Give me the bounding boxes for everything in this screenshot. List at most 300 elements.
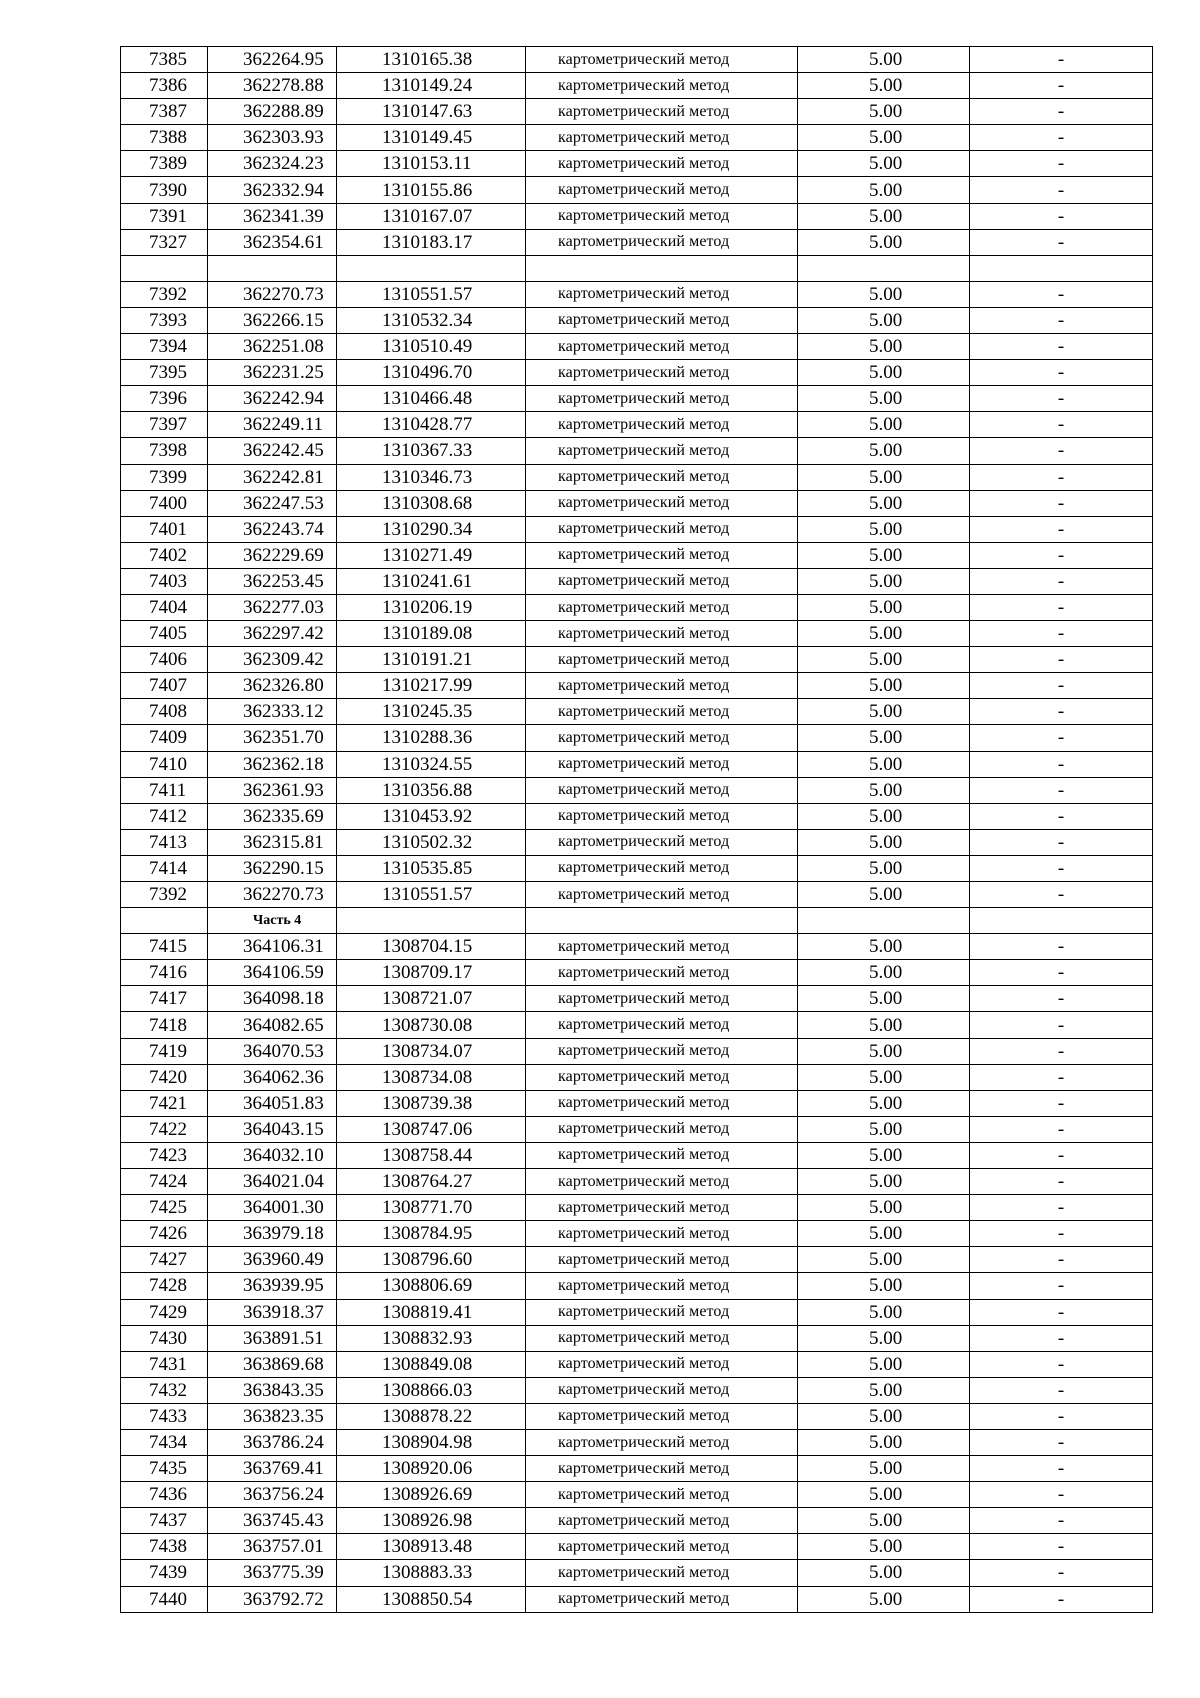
method-cell: картометрический метод [526,751,798,777]
note-cell: - [970,151,1153,177]
point-number-cell: 7428 [121,1273,208,1299]
method-cell: картометрический метод [526,986,798,1012]
accuracy-cell: 5.00 [798,1429,970,1455]
accuracy-cell: 5.00 [798,1325,970,1351]
y-coordinate-cell: 1308758.44 [337,1142,526,1168]
y-coordinate-cell: 1308878.22 [337,1403,526,1429]
x-coordinate-cell: 362315.81 [208,829,337,855]
accuracy-cell: 5.00 [798,99,970,125]
y-coordinate-cell: 1310217.99 [337,673,526,699]
table-row [121,1064,1153,1090]
x-coordinate-cell: 364032.10 [208,1142,337,1168]
y-coordinate-cell: 1308784.95 [337,1221,526,1247]
accuracy-cell: 5.00 [798,699,970,725]
x-coordinate-cell: 362247.53 [208,490,337,516]
table-row [121,1560,1153,1586]
note-cell: - [970,673,1153,699]
accuracy-cell: 5.00 [798,1456,970,1482]
table-row [121,699,1153,725]
empty-cell [337,908,526,934]
y-coordinate-cell: 1310308.68 [337,490,526,516]
note-cell: - [970,47,1153,73]
y-coordinate-cell: 1308709.17 [337,960,526,986]
method-cell: картометрический метод [526,1273,798,1299]
accuracy-cell: 5.00 [798,751,970,777]
table-row [121,1247,1153,1273]
note-cell: - [970,73,1153,99]
note-cell: - [970,490,1153,516]
point-number-cell: 7440 [121,1586,208,1612]
y-coordinate-cell: 1310324.55 [337,751,526,777]
method-cell: картометрический метод [526,438,798,464]
x-coordinate-cell: 363918.37 [208,1299,337,1325]
point-number-cell: 7385 [121,47,208,73]
accuracy-cell: 5.00 [798,1038,970,1064]
y-coordinate-cell: 1308704.15 [337,934,526,960]
point-number-cell: 7427 [121,1247,208,1273]
method-cell: картометрический метод [526,542,798,568]
x-coordinate-cell: 362351.70 [208,725,337,751]
method-cell: картометрический метод [526,1508,798,1534]
y-coordinate-cell: 1308734.08 [337,1064,526,1090]
accuracy-cell: 5.00 [798,1403,970,1429]
table-row [121,1195,1153,1221]
y-coordinate-cell: 1308796.60 [337,1247,526,1273]
method-cell: картометрический метод [526,73,798,99]
x-coordinate-cell: 363891.51 [208,1325,337,1351]
method-cell: картометрический метод [526,281,798,307]
method-cell: картометрический метод [526,1299,798,1325]
accuracy-cell: 5.00 [798,1090,970,1116]
x-coordinate-cell: 362341.39 [208,203,337,229]
y-coordinate-cell: 1308920.06 [337,1456,526,1482]
note-cell: - [970,1064,1153,1090]
accuracy-cell: 5.00 [798,1586,970,1612]
note-cell: - [970,829,1153,855]
accuracy-cell: 5.00 [798,542,970,568]
x-coordinate-cell: 364098.18 [208,986,337,1012]
accuracy-cell: 5.00 [798,986,970,1012]
table-row [121,177,1153,203]
x-coordinate-cell: 362229.69 [208,542,337,568]
x-coordinate-cell: 363979.18 [208,1221,337,1247]
note-cell: - [970,1169,1153,1195]
note-cell: - [970,1351,1153,1377]
point-number-cell: 7386 [121,73,208,99]
point-number-cell: 7409 [121,725,208,751]
point-number-cell: 7396 [121,386,208,412]
table-row [121,1273,1153,1299]
point-number-cell: 7429 [121,1299,208,1325]
table-row [121,1586,1153,1612]
note-cell: - [970,777,1153,803]
table-row [121,751,1153,777]
method-cell: картометрический метод [526,1221,798,1247]
empty-cell [121,908,208,934]
accuracy-cell: 5.00 [798,360,970,386]
accuracy-cell: 5.00 [798,1142,970,1168]
method-cell: картометрический метод [526,1064,798,1090]
table-row [121,1116,1153,1142]
note-cell: - [970,882,1153,908]
note-cell: - [970,386,1153,412]
point-number-cell: 7408 [121,699,208,725]
x-coordinate-cell: 364106.59 [208,960,337,986]
empty-cell [208,255,337,281]
method-cell: картометрический метод [526,855,798,881]
y-coordinate-cell: 1310428.77 [337,412,526,438]
method-cell: картометрический метод [526,934,798,960]
table-row [121,490,1153,516]
method-cell: картометрический метод [526,490,798,516]
point-number-cell: 7424 [121,1169,208,1195]
point-number-cell: 7403 [121,568,208,594]
empty-cell [970,255,1153,281]
table-row [121,1403,1153,1429]
accuracy-cell: 5.00 [798,438,970,464]
y-coordinate-cell: 1310167.07 [337,203,526,229]
y-coordinate-cell: 1310147.63 [337,99,526,125]
method-cell: картометрический метод [526,360,798,386]
accuracy-cell: 5.00 [798,1064,970,1090]
method-cell: картометрический метод [526,99,798,125]
y-coordinate-cell: 1308764.27 [337,1169,526,1195]
point-number-cell: 7439 [121,1560,208,1586]
y-coordinate-cell: 1308913.48 [337,1534,526,1560]
table-row [121,1038,1153,1064]
y-coordinate-cell: 1310155.86 [337,177,526,203]
method-cell: картометрический метод [526,125,798,151]
point-number-cell: 7393 [121,307,208,333]
accuracy-cell: 5.00 [798,960,970,986]
table-row [121,542,1153,568]
note-cell: - [970,751,1153,777]
x-coordinate-cell: 362362.18 [208,751,337,777]
point-number-cell: 7425 [121,1195,208,1221]
note-cell: - [970,1429,1153,1455]
table-row [121,125,1153,151]
empty-cell [337,255,526,281]
note-cell: - [970,464,1153,490]
method-cell: картометрический метод [526,803,798,829]
method-cell: картометрический метод [526,594,798,620]
x-coordinate-cell: 362277.03 [208,594,337,620]
method-cell: картометрический метод [526,699,798,725]
x-coordinate-cell: 362242.81 [208,464,337,490]
note-cell: - [970,1116,1153,1142]
y-coordinate-cell: 1310206.19 [337,594,526,620]
accuracy-cell: 5.00 [798,673,970,699]
x-coordinate-cell: 363960.49 [208,1247,337,1273]
note-cell: - [970,1377,1153,1403]
x-coordinate-cell: 362242.94 [208,386,337,412]
point-number-cell: 7399 [121,464,208,490]
y-coordinate-cell: 1308734.07 [337,1038,526,1064]
accuracy-cell: 5.00 [798,490,970,516]
y-coordinate-cell: 1308849.08 [337,1351,526,1377]
note-cell: - [970,438,1153,464]
point-number-cell: 7414 [121,855,208,881]
point-number-cell: 7392 [121,281,208,307]
x-coordinate-cell: 362243.74 [208,516,337,542]
x-coordinate-cell: 363757.01 [208,1534,337,1560]
note-cell: - [970,99,1153,125]
note-cell: - [970,307,1153,333]
x-coordinate-cell: 363843.35 [208,1377,337,1403]
x-coordinate-cell: 362326.80 [208,673,337,699]
y-coordinate-cell: 1308721.07 [337,986,526,1012]
method-cell: картометрический метод [526,203,798,229]
x-coordinate-cell: 362278.88 [208,73,337,99]
note-cell: - [970,568,1153,594]
x-coordinate-cell: 362270.73 [208,281,337,307]
point-number-cell: 7426 [121,1221,208,1247]
note-cell: - [970,934,1153,960]
table-row [121,1482,1153,1508]
x-coordinate-cell: 363745.43 [208,1508,337,1534]
x-coordinate-cell: 364070.53 [208,1038,337,1064]
note-cell: - [970,1560,1153,1586]
accuracy-cell: 5.00 [798,1377,970,1403]
method-cell: картометрический метод [526,725,798,751]
y-coordinate-cell: 1310149.45 [337,125,526,151]
table-row [121,386,1153,412]
table-row [121,1142,1153,1168]
note-cell: - [970,203,1153,229]
point-number-cell: 7419 [121,1038,208,1064]
section-label: Часть 4 [208,908,337,934]
table-row [121,568,1153,594]
x-coordinate-cell: 362324.23 [208,151,337,177]
note-cell: - [970,542,1153,568]
x-coordinate-cell: 362266.15 [208,307,337,333]
method-cell: картометрический метод [526,229,798,255]
method-cell: картометрический метод [526,386,798,412]
accuracy-cell: 5.00 [798,1534,970,1560]
accuracy-cell: 5.00 [798,516,970,542]
point-number-cell: 7404 [121,594,208,620]
accuracy-cell: 5.00 [798,464,970,490]
x-coordinate-cell: 364051.83 [208,1090,337,1116]
y-coordinate-cell: 1310346.73 [337,464,526,490]
section-row [121,908,1153,934]
x-coordinate-cell: 362242.45 [208,438,337,464]
note-cell: - [970,1273,1153,1299]
accuracy-cell: 5.00 [798,1482,970,1508]
accuracy-cell: 5.00 [798,307,970,333]
point-number-cell: 7402 [121,542,208,568]
accuracy-cell: 5.00 [798,73,970,99]
note-cell: - [970,281,1153,307]
x-coordinate-cell: 362354.61 [208,229,337,255]
x-coordinate-cell: 363823.35 [208,1403,337,1429]
y-coordinate-cell: 1310290.34 [337,516,526,542]
method-cell: картометрический метод [526,1247,798,1273]
point-number-cell: 7436 [121,1482,208,1508]
table-row [121,360,1153,386]
accuracy-cell: 5.00 [798,882,970,908]
y-coordinate-cell: 1310496.70 [337,360,526,386]
method-cell: картометрический метод [526,177,798,203]
point-number-cell: 7417 [121,986,208,1012]
x-coordinate-cell: 363775.39 [208,1560,337,1586]
x-coordinate-cell: 364043.15 [208,1116,337,1142]
y-coordinate-cell: 1310453.92 [337,803,526,829]
method-cell: картометрический метод [526,151,798,177]
accuracy-cell: 5.00 [798,334,970,360]
table-row [121,281,1153,307]
y-coordinate-cell: 1308866.03 [337,1377,526,1403]
note-cell: - [970,1325,1153,1351]
accuracy-cell: 5.00 [798,1560,970,1586]
method-cell: картометрический метод [526,1169,798,1195]
accuracy-cell: 5.00 [798,1508,970,1534]
accuracy-cell: 5.00 [798,229,970,255]
y-coordinate-cell: 1310510.49 [337,334,526,360]
note-cell: - [970,855,1153,881]
y-coordinate-cell: 1310551.57 [337,882,526,908]
x-coordinate-cell: 364001.30 [208,1195,337,1221]
note-cell: - [970,1012,1153,1038]
note-cell: - [970,803,1153,829]
accuracy-cell: 5.00 [798,1169,970,1195]
point-number-cell: 7422 [121,1116,208,1142]
method-cell: картометрический метод [526,464,798,490]
method-cell: картометрический метод [526,1142,798,1168]
accuracy-cell: 5.00 [798,203,970,229]
method-cell: картометрический метод [526,334,798,360]
point-number-cell: 7416 [121,960,208,986]
method-cell: картометрический метод [526,1195,798,1221]
x-coordinate-cell: 363786.24 [208,1429,337,1455]
point-number-cell: 7430 [121,1325,208,1351]
y-coordinate-cell: 1310245.35 [337,699,526,725]
note-cell: - [970,360,1153,386]
accuracy-cell: 5.00 [798,1247,970,1273]
table-row [121,516,1153,542]
accuracy-cell: 5.00 [798,1116,970,1142]
method-cell: картометрический метод [526,307,798,333]
note-cell: - [970,594,1153,620]
note-cell: - [970,621,1153,647]
note-cell: - [970,412,1153,438]
y-coordinate-cell: 1310288.36 [337,725,526,751]
table-row [121,882,1153,908]
note-cell: - [970,1403,1153,1429]
note-cell: - [970,177,1153,203]
x-coordinate-cell: 364082.65 [208,1012,337,1038]
point-number-cell: 7327 [121,229,208,255]
method-cell: картометрический метод [526,1456,798,1482]
accuracy-cell: 5.00 [798,621,970,647]
note-cell: - [970,1247,1153,1273]
empty-cell [121,255,208,281]
method-cell: картометрический метод [526,1377,798,1403]
x-coordinate-cell: 363939.95 [208,1273,337,1299]
method-cell: картометрический метод [526,47,798,73]
y-coordinate-cell: 1308747.06 [337,1116,526,1142]
y-coordinate-cell: 1310551.57 [337,281,526,307]
method-cell: картометрический метод [526,1090,798,1116]
method-cell: картометрический метод [526,1482,798,1508]
table-row [121,1429,1153,1455]
y-coordinate-cell: 1310271.49 [337,542,526,568]
table-row [121,647,1153,673]
table-row [121,203,1153,229]
y-coordinate-cell: 1310189.08 [337,621,526,647]
y-coordinate-cell: 1308832.93 [337,1325,526,1351]
y-coordinate-cell: 1308904.98 [337,1429,526,1455]
x-coordinate-cell: 362270.73 [208,882,337,908]
accuracy-cell: 5.00 [798,803,970,829]
method-cell: картометрический метод [526,1534,798,1560]
accuracy-cell: 5.00 [798,777,970,803]
point-number-cell: 7390 [121,177,208,203]
x-coordinate-cell: 362333.12 [208,699,337,725]
point-number-cell: 7401 [121,516,208,542]
blank-row [121,255,1153,281]
point-number-cell: 7432 [121,1377,208,1403]
accuracy-cell: 5.00 [798,725,970,751]
y-coordinate-cell: 1310502.32 [337,829,526,855]
table-row [121,673,1153,699]
y-coordinate-cell: 1310183.17 [337,229,526,255]
table-row [121,47,1153,73]
accuracy-cell: 5.00 [798,386,970,412]
method-cell: картометрический метод [526,1116,798,1142]
x-coordinate-cell: 364021.04 [208,1169,337,1195]
accuracy-cell: 5.00 [798,177,970,203]
accuracy-cell: 5.00 [798,829,970,855]
point-number-cell: 7412 [121,803,208,829]
table-row [121,725,1153,751]
accuracy-cell: 5.00 [798,855,970,881]
accuracy-cell: 5.00 [798,1299,970,1325]
point-number-cell: 7431 [121,1351,208,1377]
table-row [121,334,1153,360]
method-cell: картометрический метод [526,829,798,855]
x-coordinate-cell: 362231.25 [208,360,337,386]
method-cell: картометрический метод [526,568,798,594]
x-coordinate-cell: 362335.69 [208,803,337,829]
table-row [121,307,1153,333]
x-coordinate-cell: 362303.93 [208,125,337,151]
point-number-cell: 7434 [121,1429,208,1455]
y-coordinate-cell: 1310241.61 [337,568,526,594]
accuracy-cell: 5.00 [798,281,970,307]
note-cell: - [970,1586,1153,1612]
method-cell: картометрический метод [526,412,798,438]
table-row [121,1325,1153,1351]
x-coordinate-cell: 362264.95 [208,47,337,73]
accuracy-cell: 5.00 [798,934,970,960]
point-number-cell: 7423 [121,1142,208,1168]
note-cell: - [970,1195,1153,1221]
x-coordinate-cell: 362253.45 [208,568,337,594]
coordinates-table [120,46,1153,1613]
y-coordinate-cell: 1308926.69 [337,1482,526,1508]
note-cell: - [970,125,1153,151]
method-cell: картометрический метод [526,882,798,908]
table-row [121,1012,1153,1038]
method-cell: картометрический метод [526,1012,798,1038]
y-coordinate-cell: 1308806.69 [337,1273,526,1299]
table-row [121,1090,1153,1116]
y-coordinate-cell: 1308739.38 [337,1090,526,1116]
table-row [121,412,1153,438]
coordinates-table-body [121,47,1153,1613]
note-cell: - [970,647,1153,673]
